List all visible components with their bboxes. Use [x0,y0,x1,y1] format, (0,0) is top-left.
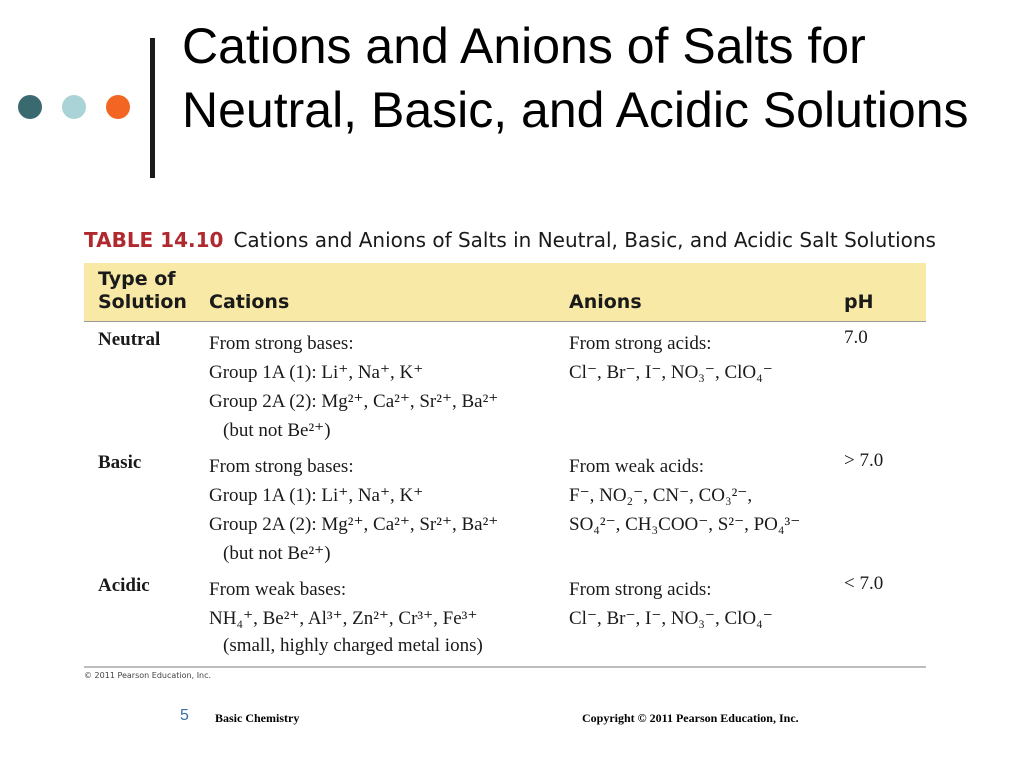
slide-number: 5 [180,707,189,724]
row-anions [569,575,773,633]
row-ph: < 7.0 [844,573,884,594]
table-row-basic [84,444,926,568]
anion-line: From strong acids: [569,333,712,354]
decorative-dot-light [62,95,86,119]
header-cations: Cations [209,291,290,313]
anion-line: Cl⁻, Br⁻, I⁻, NO₃⁻, ClO₄⁻ [569,362,773,383]
table-row-neutral [84,321,926,445]
anion-line: F⁻, NO₂⁻, CN⁻, CO₃²⁻, [569,485,753,506]
header-anions: Anions [569,291,642,313]
row-type: Acidic [98,575,150,596]
slide-title: Cations and Anions of Salts for Neutral, Basic, and Acidic Solutions [182,18,969,138]
row-cations [209,452,498,568]
table-caption-text: Cations and Anions of Salts in Neutral, Basic, and Acidic Salt Solutions [233,228,936,252]
cation-line: Group 2A (2): Mg²⁺, Ca²⁺, Sr²⁺, Ba²⁺ [209,514,499,535]
row-anions [569,329,773,387]
footer-course: Basic Chemistry [215,711,300,725]
table-caption [84,228,936,252]
cation-line: NH₄⁺, Be²⁺, Al³⁺, Zn²⁺, Cr³⁺, Fe³⁺ [209,608,478,629]
row-ph: 7.0 [844,327,868,348]
cation-line: (small, highly charged metal ions) [223,635,483,656]
row-type: Neutral [98,329,161,350]
decorative-dot-dark [18,95,42,119]
anion-line: From weak acids: [569,456,705,477]
row-type: Basic [98,452,142,473]
cation-line: Group 2A (2): Mg²⁺, Ca²⁺, Sr²⁺, Ba²⁺ [209,391,499,412]
title-divider [150,38,155,178]
header-ph: pH [844,291,874,313]
table-copyright: © 2011 Pearson Education, Inc. [84,671,212,680]
cation-line: Group 1A (1): Li⁺, Na⁺, K⁺ [209,362,424,383]
table-body [84,321,926,667]
row-cations [209,575,483,658]
table-number: TABLE 14.10 [84,228,224,252]
cation-line: (but not Be²⁺) [223,543,331,564]
row-ph: > 7.0 [844,450,884,471]
cation-line: Group 1A (1): Li⁺, Na⁺, K⁺ [209,485,424,506]
cation-line: From strong bases: [209,456,354,477]
cation-line: From strong bases: [209,333,354,354]
anion-line: Cl⁻, Br⁻, I⁻, NO₃⁻, ClO₄⁻ [569,608,773,629]
table-row-acidic [84,567,926,662]
anion-line: SO₄²⁻, CH₃COO⁻, S²⁻, PO₄³⁻ [569,514,801,535]
anion-line: From strong acids: [569,579,712,600]
decorative-dot-orange [106,95,130,119]
table-rule-bottom [84,666,926,668]
cation-line: From weak bases: [209,579,347,600]
row-anions [569,452,800,539]
footer-copyright: Copyright © 2011 Pearson Education, Inc. [582,711,799,725]
row-cations [209,329,498,445]
cation-line: (but not Be²⁺) [223,420,331,441]
table-header [84,263,926,321]
header-type: Type of Solution [98,268,187,313]
